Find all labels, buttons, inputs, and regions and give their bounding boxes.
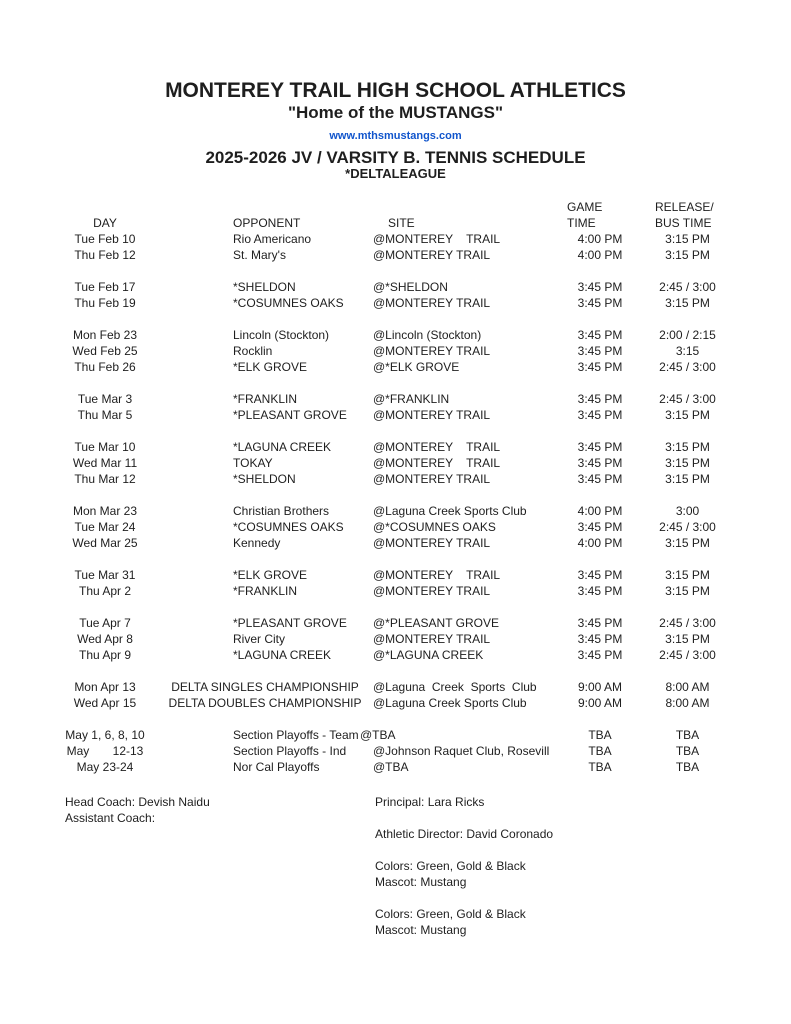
- spacer-row: [50, 423, 791, 439]
- site-cell: @MONTEREY TRAIL: [373, 456, 501, 470]
- release-time-cell: 3:15 PM: [665, 536, 710, 550]
- game-row: [50, 727, 791, 743]
- coach-info-column: [65, 794, 375, 938]
- game-row: [50, 327, 791, 343]
- day-cell: Wed Apr 15: [73, 696, 137, 710]
- footer-line: Mascot: Mustang: [375, 875, 467, 889]
- opponent-cell: *PLEASANT GROVE: [233, 408, 347, 422]
- site-cell: @MONTEREY TRAIL: [373, 568, 501, 582]
- spacer-row: [50, 599, 791, 615]
- spacer-row: [50, 263, 791, 279]
- game-time-cell: 4:00 PM: [577, 504, 623, 518]
- footer-line: Head Coach: Devish Naidu: [65, 795, 210, 809]
- release-time-cell: 3:00: [675, 504, 700, 518]
- site-cell: @MONTEREY TRAIL: [373, 536, 491, 550]
- game-row: [50, 535, 791, 551]
- day-cell: Tue Mar 10: [74, 440, 136, 454]
- opponent-cell: DELTA DOUBLES CHAMPIONSHIP: [168, 696, 362, 710]
- site-cell: @TBA: [360, 728, 396, 742]
- site-cell: @MONTEREY TRAIL: [373, 296, 491, 310]
- release-time-cell: 2:45 / 3:00: [659, 280, 716, 294]
- footer: [65, 794, 791, 938]
- game-time-cell: TBA: [588, 728, 612, 742]
- spacer-row: [50, 551, 791, 567]
- footer-line: Colors: Green, Gold & Black: [375, 907, 526, 921]
- day-cell: Mon Mar 23: [72, 504, 138, 518]
- day-cell: Thu Mar 5: [77, 408, 133, 422]
- game-time-cell: 9:00 AM: [577, 696, 623, 710]
- game-time-cell: 3:45 PM: [577, 584, 623, 598]
- schedule-title: 2025-2026 JV / VARSITY B. TENNIS SCHEDULE: [205, 148, 586, 167]
- game-time-cell: 3:45 PM: [577, 568, 623, 582]
- game-time-cell: 3:45 PM: [577, 440, 623, 454]
- opponent-cell: *FRANKLIN: [233, 392, 298, 406]
- page-title: MONTEREY TRAIL HIGH SCHOOL ATHLETICS: [165, 79, 626, 102]
- day-header-spacer: [50, 199, 160, 215]
- day-cell: Tue Mar 24: [74, 520, 136, 534]
- opponent-cell: Kennedy: [233, 536, 281, 550]
- game-row: [50, 231, 791, 247]
- day-cell: May 12-13: [66, 744, 144, 758]
- release-time-cell: 3:15 PM: [665, 296, 710, 310]
- release-time-cell: TBA: [675, 744, 700, 758]
- game-time-cell: TBA: [588, 760, 612, 774]
- spacer-row: [50, 375, 791, 391]
- day-cell: Tue Mar 31: [74, 568, 136, 582]
- site-cell: @Lincoln (Stockton): [373, 328, 482, 342]
- day-cell: Wed Feb 25: [72, 344, 138, 358]
- day-cell: May 1, 6, 8, 10: [65, 728, 145, 742]
- game-row: [50, 583, 791, 599]
- footer-line: Principal: Lara Ricks: [375, 795, 485, 809]
- site-cell: @MONTEREY TRAIL: [373, 248, 491, 262]
- site-cell: @*SHELDON: [373, 280, 448, 294]
- opponent-cell: Rio Americano: [233, 232, 312, 246]
- release-time-cell: 3:15 PM: [665, 472, 710, 486]
- site-cell: @*ELK GROVE: [373, 360, 460, 374]
- day-cell: Thu Feb 19: [74, 296, 136, 310]
- game-row: [50, 647, 791, 663]
- site-cell: @Laguna Creek Sports Club: [373, 504, 527, 518]
- release-header-line2: BUS TIME: [655, 216, 712, 230]
- day-cell: Tue Mar 3: [77, 392, 133, 406]
- day-cell: Thu Apr 2: [78, 584, 132, 598]
- opponent-cell: Christian Brothers: [233, 504, 330, 518]
- spacer-row: [50, 663, 791, 679]
- day-header: DAY: [93, 216, 117, 230]
- release-time-cell: 3:15 PM: [665, 568, 710, 582]
- opponent-cell: Lincoln (Stockton): [233, 328, 330, 342]
- site-cell: @MONTEREY TRAIL: [373, 232, 501, 246]
- site-cell: @MONTEREY TRAIL: [373, 584, 491, 598]
- opponent-cell: DELTA SINGLES CHAMPIONSHIP: [171, 680, 359, 694]
- day-cell: May 23-24: [76, 760, 134, 774]
- opponent-cell: River City: [233, 632, 286, 646]
- game-row: [50, 471, 791, 487]
- release-time-cell: 3:15 PM: [665, 440, 710, 454]
- game-row: [50, 743, 791, 759]
- spacer-row: [50, 711, 791, 727]
- game-time-cell: 3:45 PM: [577, 456, 623, 470]
- game-row: [50, 279, 791, 295]
- game-row: [50, 567, 791, 583]
- game-row: [50, 359, 791, 375]
- game-row: [50, 519, 791, 535]
- site-cell: @MONTEREY TRAIL: [373, 440, 501, 454]
- game-row: [50, 615, 791, 631]
- day-cell: Wed Apr 8: [77, 632, 133, 646]
- game-row: [50, 679, 791, 695]
- release-time-cell: 3:15 PM: [665, 232, 710, 246]
- site-cell: @MONTEREY TRAIL: [373, 632, 491, 646]
- game-row: [50, 439, 791, 455]
- opponent-cell: *PLEASANT GROVE: [233, 616, 347, 630]
- site-cell: @TBA: [373, 760, 409, 774]
- game-time-cell: 4:00 PM: [577, 232, 623, 246]
- site-cell: @MONTEREY TRAIL: [373, 344, 491, 358]
- release-time-cell: TBA: [675, 728, 700, 742]
- release-time-cell: 2:45 / 3:00: [659, 616, 716, 630]
- game-time-cell: 4:00 PM: [577, 536, 623, 550]
- schedule-table: [0, 199, 791, 775]
- release-time-cell: 2:45 / 3:00: [659, 520, 716, 534]
- site-cell: @Laguna Creek Sports Club: [373, 680, 537, 694]
- release-time-cell: 3:15 PM: [665, 632, 710, 646]
- game-time-cell: 3:45 PM: [577, 472, 623, 486]
- release-time-cell: 2:45 / 3:00: [659, 648, 716, 662]
- footer-line: [375, 842, 553, 858]
- day-cell: Thu Apr 9: [78, 648, 132, 662]
- game-time-cell: 3:45 PM: [577, 616, 623, 630]
- game-time-cell: 3:45 PM: [577, 328, 623, 342]
- opponent-cell: *COSUMNES OAKS: [233, 296, 344, 310]
- spacer-row: [50, 311, 791, 327]
- day-cell: Tue Apr 7: [79, 616, 131, 630]
- day-cell: Wed Mar 11: [72, 456, 138, 470]
- game-time-cell: 3:45 PM: [577, 296, 623, 310]
- site-cell: @Johnson Raquet Club, Rosevill: [373, 744, 550, 758]
- site-cell: @*LAGUNA CREEK: [373, 648, 484, 662]
- release-time-cell: 3:15 PM: [665, 456, 710, 470]
- spacer-row: [50, 487, 791, 503]
- day-cell: Thu Feb 26: [74, 360, 136, 374]
- opponent-cell: *ELK GROVE: [233, 360, 308, 374]
- day-cell: Thu Feb 12: [74, 248, 136, 262]
- site-cell: @MONTEREY TRAIL: [373, 472, 491, 486]
- table-header-row-2: [50, 215, 791, 231]
- website-link[interactable]: www.mthsmustangs.com: [329, 130, 462, 142]
- opponent-cell: *SHELDON: [233, 472, 296, 486]
- release-time-cell: 8:00 AM: [665, 680, 710, 694]
- release-header-line1: RELEASE/: [655, 200, 714, 214]
- table-header-row-1: [50, 199, 791, 215]
- release-time-cell: 3:15 PM: [665, 584, 710, 598]
- release-time-cell: TBA: [675, 760, 700, 774]
- game-time-cell: TBA: [588, 744, 612, 758]
- site-header-spacer: [370, 199, 550, 215]
- release-time-cell: 8:00 AM: [665, 696, 710, 710]
- opponent-cell: *LAGUNA CREEK: [233, 648, 332, 662]
- opponent-header-spacer: [160, 199, 370, 215]
- game-time-cell: 4:00 PM: [577, 248, 623, 262]
- game-row: [50, 343, 791, 359]
- game-time-cell: 3:45 PM: [577, 360, 623, 374]
- release-time-cell: 3:15 PM: [665, 248, 710, 262]
- release-time-cell: 3:15: [675, 344, 700, 358]
- game-row: [50, 407, 791, 423]
- opponent-cell: TOKAY: [233, 456, 273, 470]
- game-time-cell: 3:45 PM: [577, 520, 623, 534]
- league-note: *DELTALEAGUE: [345, 166, 446, 181]
- opponent-cell: St. Mary's: [233, 248, 286, 262]
- footer-line: Colors: Green, Gold & Black: [375, 859, 526, 873]
- game-time-cell: 3:45 PM: [577, 632, 623, 646]
- site-cell: @Laguna Creek Sports Club: [373, 696, 527, 710]
- release-time-cell: 2:45 / 3:00: [659, 360, 716, 374]
- game-time-cell: 3:45 PM: [577, 408, 623, 422]
- footer-line: Assistant Coach:: [65, 811, 156, 825]
- game-row: [50, 455, 791, 471]
- opponent-cell: *COSUMNES OAKS: [233, 520, 344, 534]
- opponent-cell: Nor Cal Playoffs: [233, 760, 320, 774]
- site-cell: @*FRANKLIN: [373, 392, 450, 406]
- game-row: [50, 695, 791, 711]
- game-row: [50, 503, 791, 519]
- opponent-cell: *SHELDON: [233, 280, 296, 294]
- release-time-cell: 3:15 PM: [665, 408, 710, 422]
- game-time-cell: 3:45 PM: [577, 344, 623, 358]
- site-cell: @*PLEASANT GROVE: [373, 616, 499, 630]
- footer-line: [375, 810, 553, 826]
- opponent-header: OPPONENT: [233, 216, 301, 230]
- day-cell: Mon Feb 23: [72, 328, 138, 342]
- day-cell: Thu Mar 12: [74, 472, 136, 486]
- site-header: SITE: [388, 216, 415, 230]
- school-info-column: [375, 794, 553, 938]
- day-cell: Mon Apr 13: [74, 680, 136, 694]
- game-time-cell: 3:45 PM: [577, 392, 623, 406]
- game-row: [50, 247, 791, 263]
- footer-line: [375, 890, 553, 906]
- opponent-cell: Section Playoffs - Team: [233, 728, 359, 742]
- game-time-header-line2: TIME: [567, 216, 596, 230]
- game-row: [50, 391, 791, 407]
- day-cell: Wed Mar 25: [72, 536, 138, 550]
- footer-line: Mascot: Mustang: [375, 923, 467, 937]
- site-cell: @*COSUMNES OAKS: [373, 520, 496, 534]
- footer-line: Athletic Director: David Coronado: [375, 827, 554, 841]
- opponent-cell: *LAGUNA CREEK: [233, 440, 332, 454]
- opponent-cell: Section Playoffs - Ind: [233, 744, 347, 758]
- day-cell: Tue Feb 17: [74, 280, 136, 294]
- game-time-header-line1: GAME: [567, 200, 603, 214]
- opponent-cell: *FRANKLIN: [233, 584, 298, 598]
- game-row: [50, 295, 791, 311]
- game-time-cell: 9:00 AM: [577, 680, 623, 694]
- game-row: [50, 759, 791, 775]
- game-time-cell: 3:45 PM: [577, 280, 623, 294]
- school-motto: "Home of the MUSTANGS": [287, 103, 504, 122]
- release-time-cell: 2:45 / 3:00: [659, 392, 716, 406]
- game-row: [50, 631, 791, 647]
- document-header: [0, 0, 791, 181]
- release-time-cell: 2:00 / 2:15: [659, 328, 716, 342]
- opponent-cell: Rocklin: [233, 344, 273, 358]
- site-cell: @MONTEREY TRAIL: [373, 408, 491, 422]
- opponent-cell: *ELK GROVE: [233, 568, 308, 582]
- day-cell: Tue Feb 10: [74, 232, 136, 246]
- game-time-cell: 3:45 PM: [577, 648, 623, 662]
